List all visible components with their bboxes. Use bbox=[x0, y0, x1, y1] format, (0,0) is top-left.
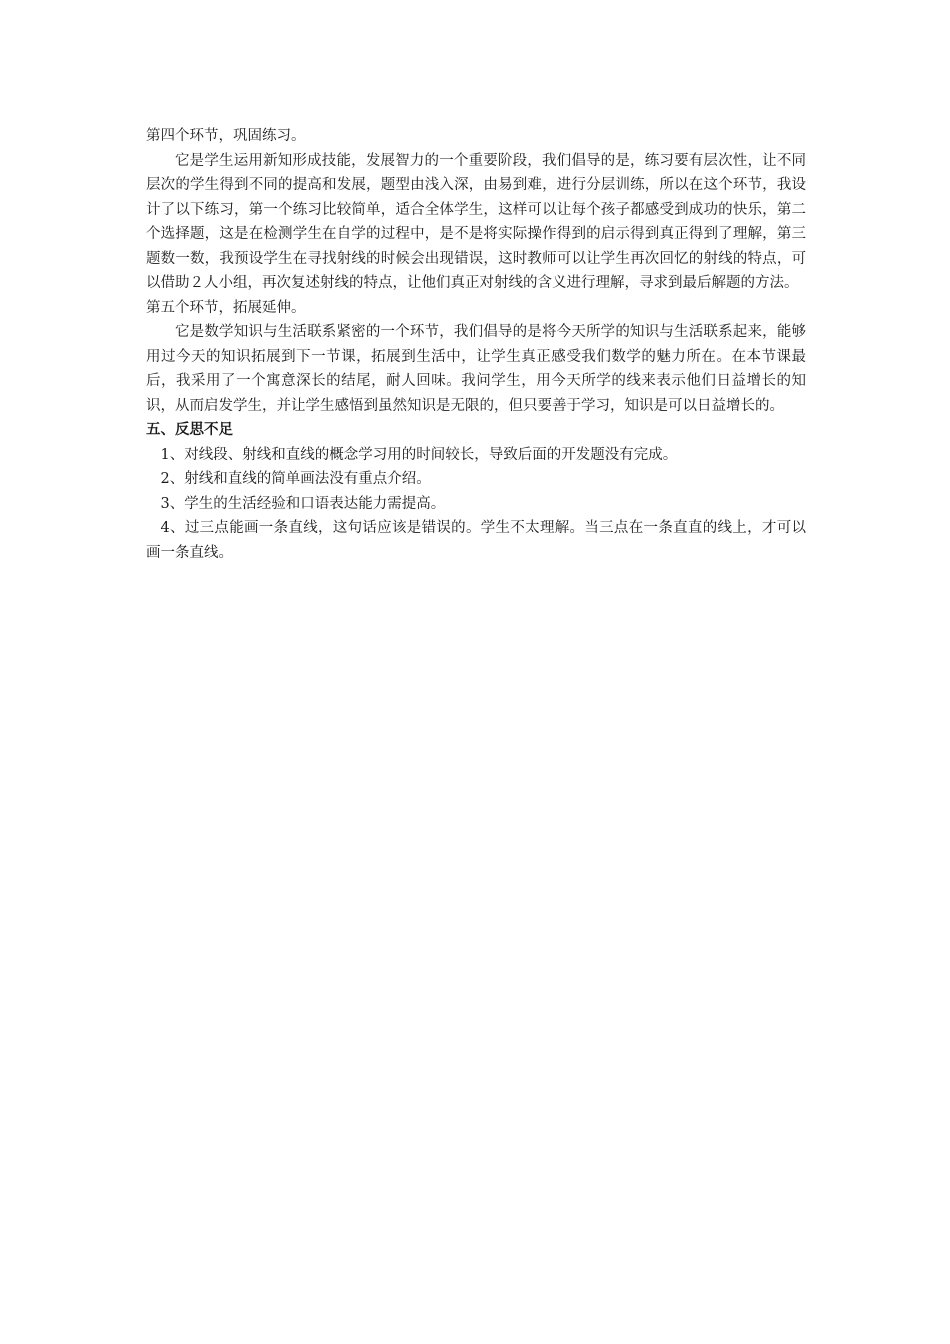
section5-heading: 第五个环节，拓展延伸。 bbox=[146, 299, 306, 316]
section5-body: 它是数学知识与生活联系紧密的一个环节，我们倡导的是将今天所学的知识与生活联系起来，能够用过今天的知识拓展到下一节课，拓展到生活中，让学生真正感受我们数学的魅力所在。在本节课最后，我采用了一个寓意深长的结尾，耐人回味。我问学生，用今天所学的线来表示他们日益增长的知识，从而启发学生，并让学生感悟到虽然知识是无限的，但只要善于学习，知识是可以日益增长的。 bbox=[146, 324, 806, 414]
reflection-title: 五、反思不足 bbox=[146, 422, 233, 438]
section4-heading: 第四个环节，巩固练习。 bbox=[146, 128, 306, 144]
section4-body: 它是学生运用新知形成技能，发展智力的一个重要阶段，我们倡导的是，练习要有层次性，让不同层次的学生得到不同的提高和发展，题型由浅入深，由易到难，进行分层训练，所以在这个环节，我设计了以下练习，第一个练习比较简单，适合全体学生，这样可以让每个孩子都感受到成功的快乐，第二个选择题，这是在检测学生在自学的过程中，是不是将实际操作得到的启示得到真正得到了理解，第三题数一数，我预设学生在寻找射线的时候会出现错误，这时教师可以让学生再次回忆的射线的特点，可以借助２人小组，再次复述射线的特点，让他们真正对射线的含义进行理解，寻求到最后解题的方法。 bbox=[146, 152, 806, 291]
reflection-item: 4、过三点能画一条直线，这句话应该是错误的。学生不太理解。当三点在一条直直的线上，才可以画一条直线。 bbox=[146, 520, 806, 561]
reflection-item: 2、射线和直线的简单画法没有重点介绍。 bbox=[160, 471, 431, 487]
document-page bbox=[146, 124, 806, 565]
reflection-item: 1、对线段、射线和直线的概念学习用的时间较长，导致后面的开发题没有完成。 bbox=[160, 446, 678, 463]
reflection-item: 3、学生的生活经验和口语表达能力需提高。 bbox=[160, 495, 446, 512]
